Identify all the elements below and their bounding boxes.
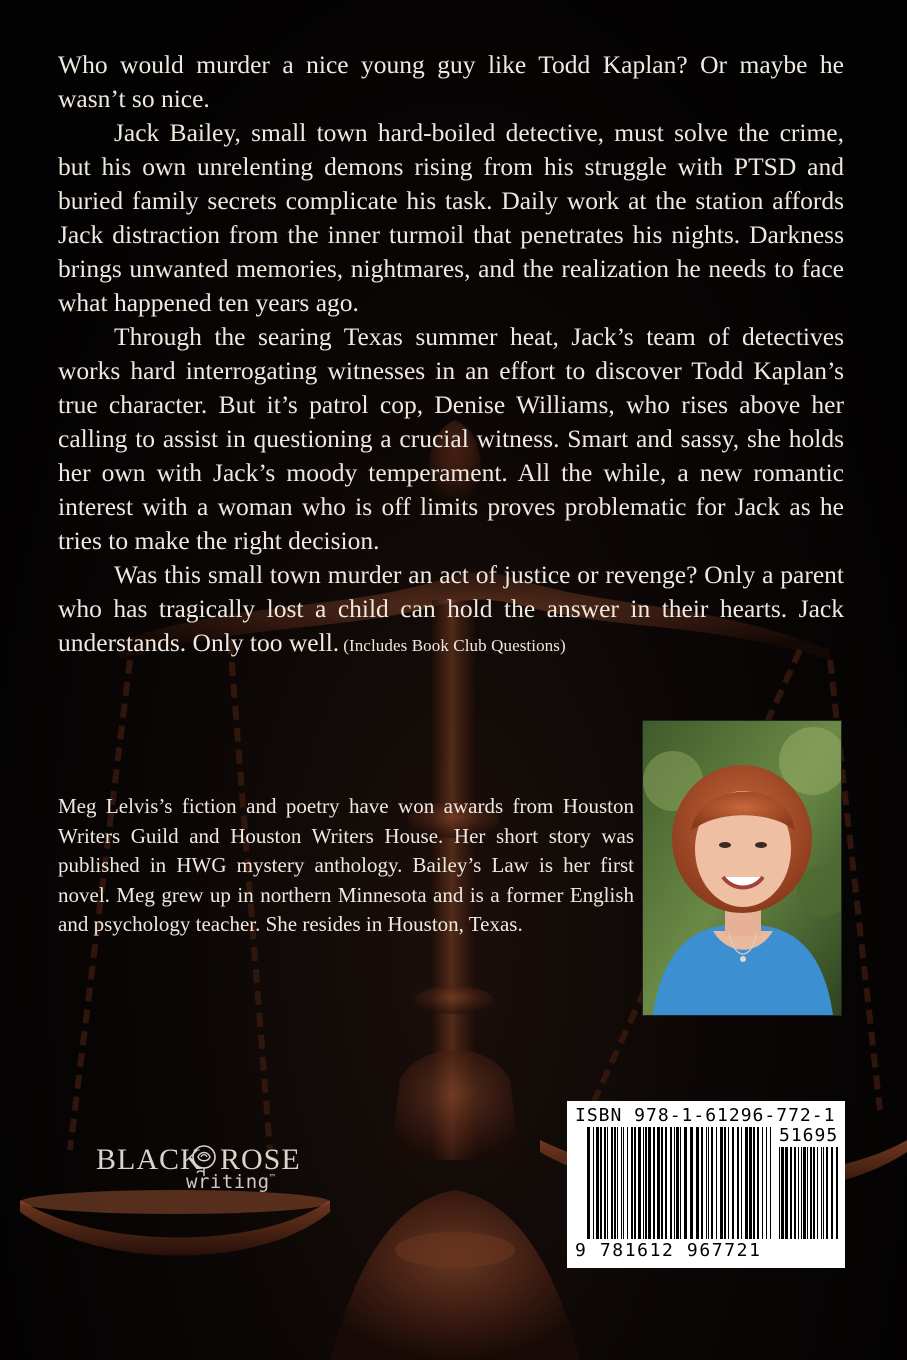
book-blurb (58, 48, 844, 663)
blurb-paragraph: Through the searing Texas summer heat, Jack’s team of detectives works hard interrogating witnesses in an effort to discover Todd Kaplan’s true character. But it’s patrol cop, Denise Williams, who rises above her calling to assist in questioning a crucial witness. Smart and sassy, she holds her own with Jack’s moody temperament. All the while, a new romantic interest with a woman who is off limits proves problematic for Jack as he tries to make the right decision. (58, 322, 844, 555)
publisher-tagline (186, 1171, 276, 1193)
isbn-barcode (567, 1101, 845, 1268)
barcode-addon-bars (779, 1147, 839, 1239)
book-club-note: (Includes Book Club Questions) (343, 636, 566, 655)
barcode-addon-digits: 51695 (779, 1125, 839, 1146)
ean-digits: 9 781612 967721 (575, 1240, 762, 1261)
author-bio: Meg Lelvis’s fiction and poetry have won awards from Houston Writers Guild and Houston Writers House. Her short story was published in HWG mystery anthology. Bailey’s Law is her first novel. Meg grew up in northern Minnesota and is a former English and psychology teacher. She resides in Houston, Texas. (58, 794, 634, 937)
barcode-bars (587, 1127, 773, 1239)
blurb-paragraph-text: Was this small town murder an act of justice or revenge? Only a parent who has tragically lost a child can hold the answer in their hearts. Jack understands. Only too well. (58, 560, 844, 657)
blurb-paragraph-final (58, 558, 844, 663)
blurb-paragraph: Who would murder a nice young guy like Todd Kaplan? Or maybe he wasn’t so nice. (58, 50, 844, 113)
trademark-mark: ™ (269, 1173, 276, 1184)
publisher-logo (96, 1143, 306, 1203)
publisher-name-left: BLACK (96, 1143, 203, 1176)
publisher-tagline-text: writing (186, 1171, 270, 1193)
blurb-paragraph: Jack Bailey, small town hard-boiled detective, must solve the crime, but his own unrelenting demons rising from his struggle with PTSD and buried family secrets complicate his task. Daily work at the station affords Jack distraction from the inner turmoil that penetrates his nights. Darkness brings unwanted memories, nightmares, and the realization he needs to face what happened ten years ago. (58, 118, 844, 317)
author-photo (642, 720, 842, 1016)
publisher-name-right: ROSE (220, 1143, 301, 1176)
isbn-label: ISBN 978-1-61296-772-1 (575, 1105, 836, 1126)
